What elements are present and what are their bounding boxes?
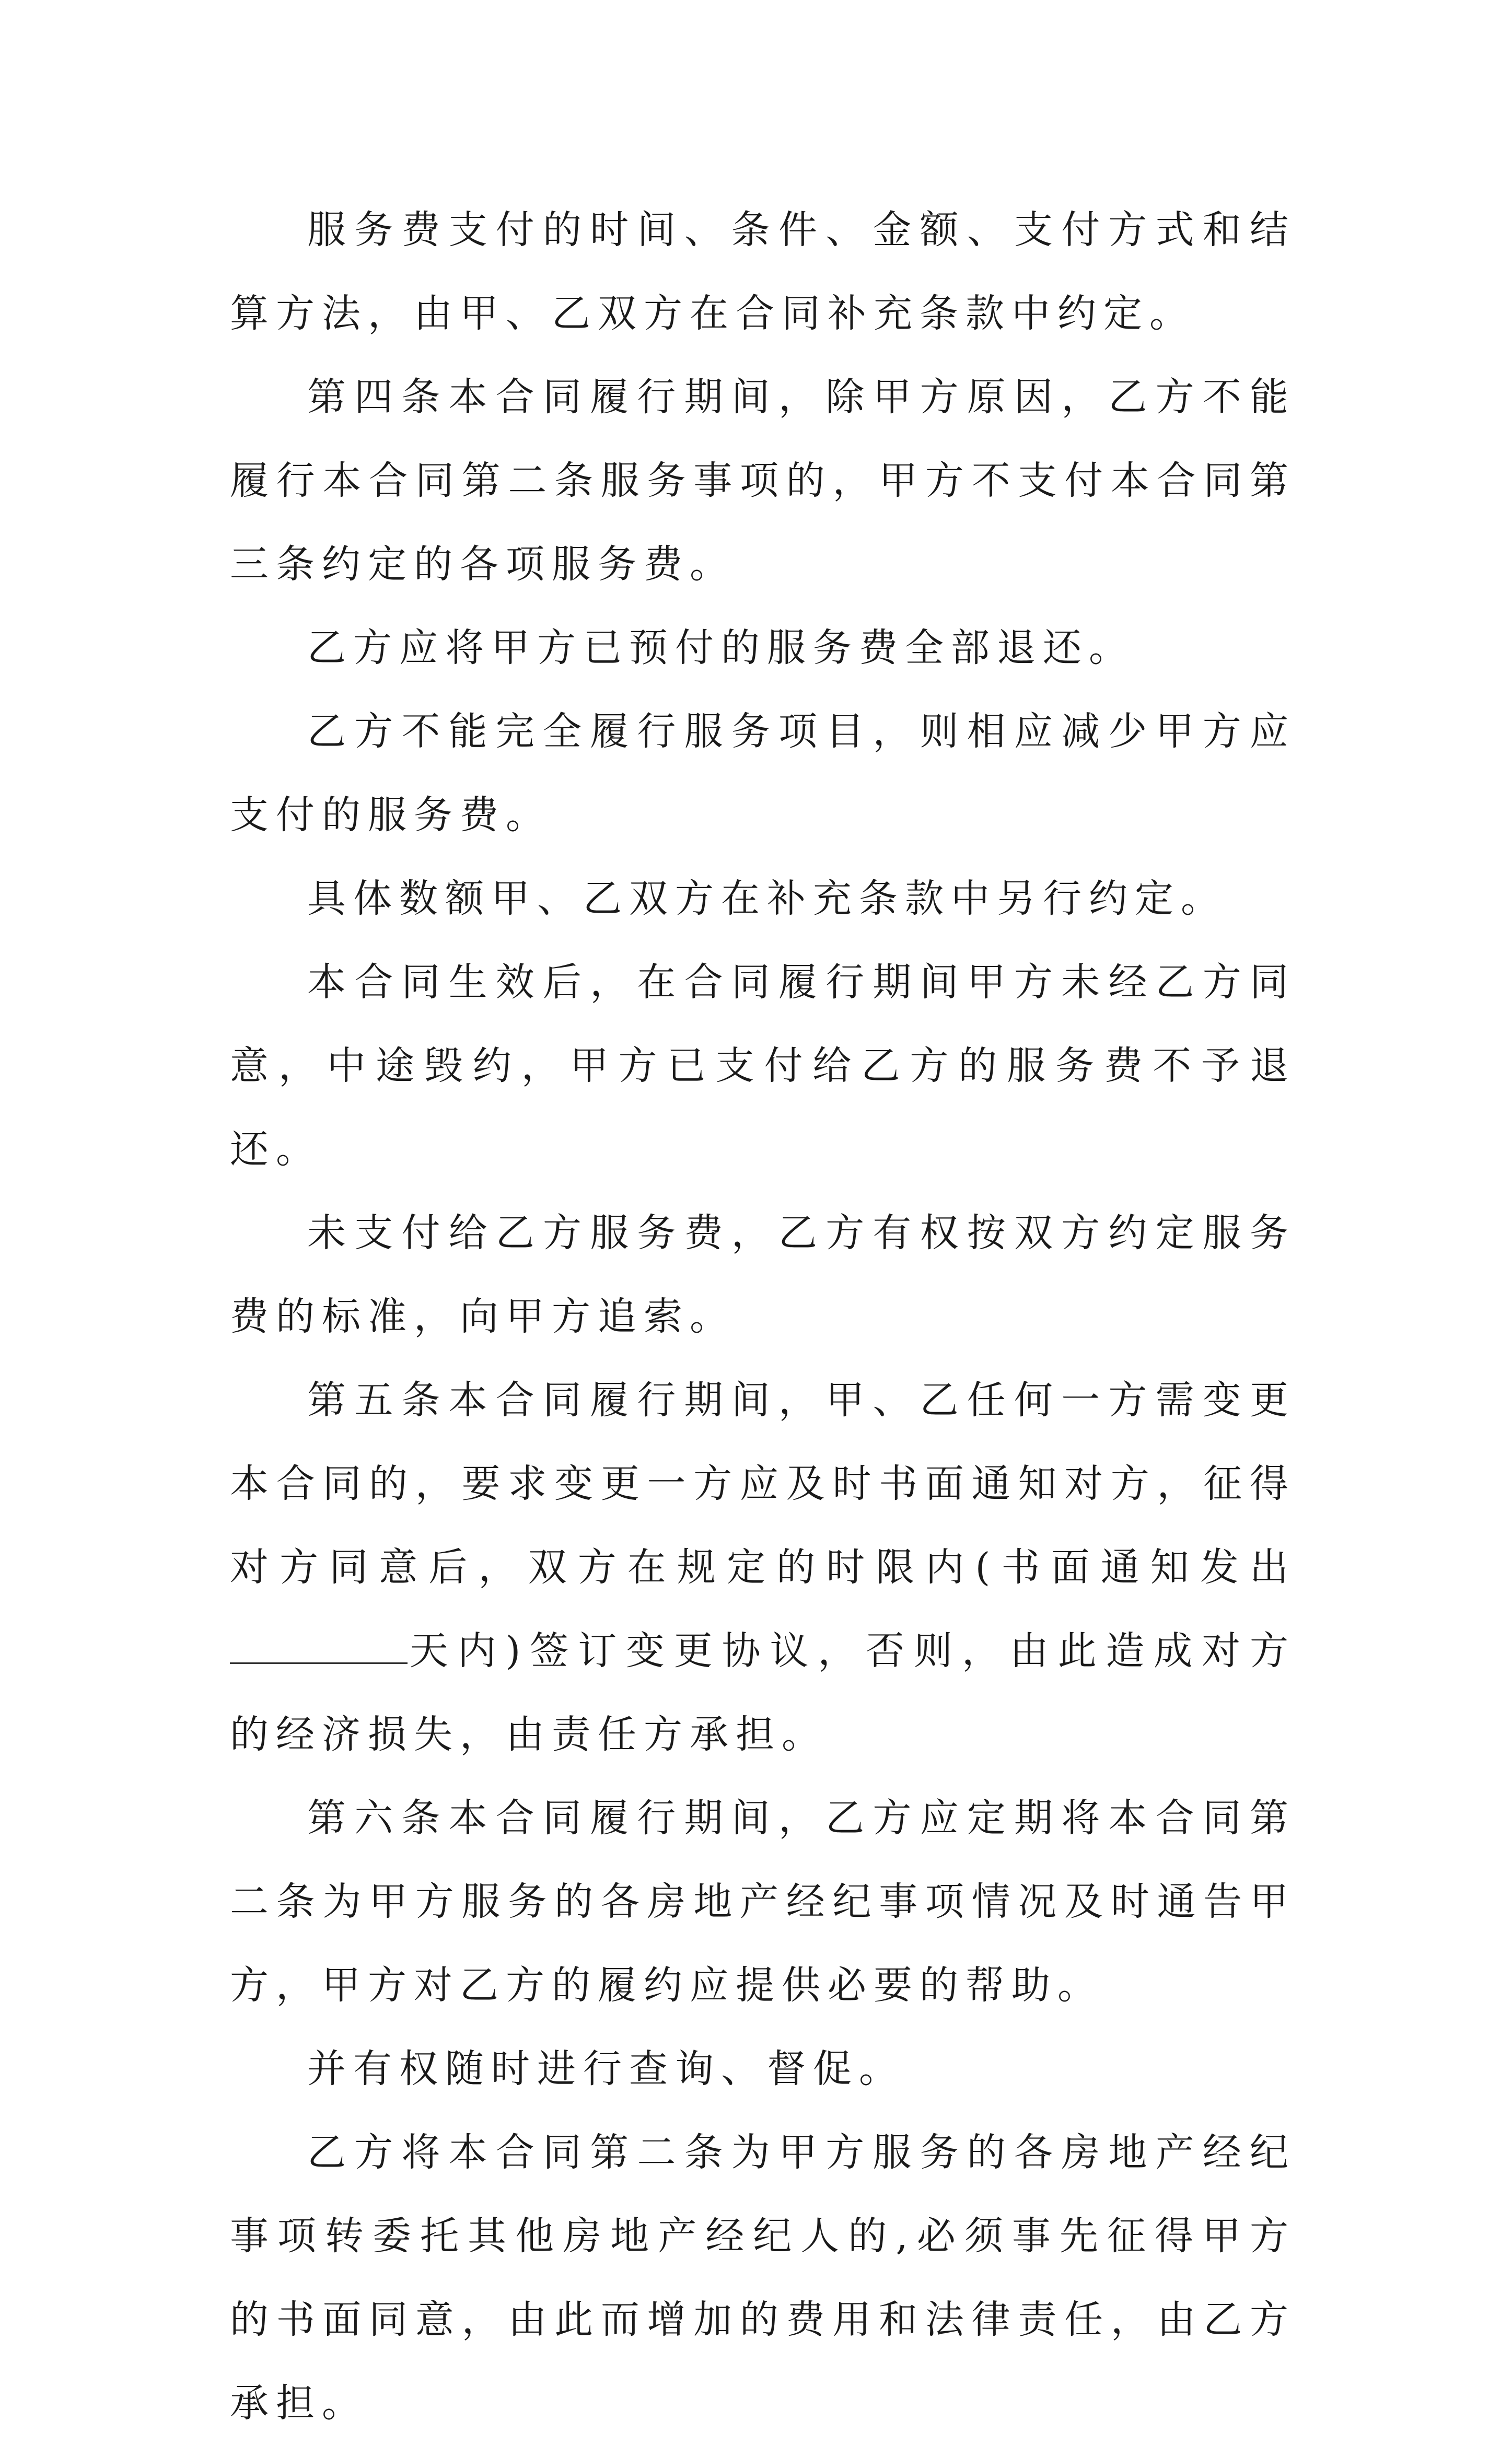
paragraph: 具体数额甲、乙双方在补充条款中另行约定。 — [307, 876, 1227, 921]
clause-5-text-after: 天内)签订变更协议，否则，由此造成对方的经济损失，由责任方承担。 — [230, 1628, 1296, 1757]
clause-5-text-before: 第五条本合同履行期间，甲、乙任何一方需变更本合同的，要求变更一方应及时书面通知对方，征得对方同意后，双方在规定的时限内(书面通知发出 — [230, 1378, 1296, 1590]
paragraph: 乙方应将甲方已预付的服务费全部退还。 — [307, 625, 1135, 670]
paragraph: 并有权随时进行查询、督促。 — [307, 2046, 905, 2091]
document-body — [230, 188, 1296, 2445]
paragraph: 乙方不能完全履行服务项目，则相应减少甲方应支付的服务费。 — [230, 709, 1296, 837]
paragraph: 未支付给乙方服务费，乙方有权按双方约定服务费的标准，向甲方追索。 — [230, 1210, 1296, 1339]
paragraph: 第四条本合同履行期间，除甲方原因，乙方不能履行本合同第二条服务事项的，甲方不支付本合同第三条约定的各项服务费。 — [230, 375, 1296, 587]
paragraph: 第六条本合同履行期间，乙方应定期将本合同第二条为甲方服务的各房地产经纪事项情况及时通告甲方，甲方对乙方的履约应提供必要的帮助。 — [230, 1796, 1296, 2008]
paragraph: 乙方将本合同第二条为甲方服务的各房地产经纪事项转委托其他房地产经纪人的,必须事先征得甲方的书面同意，由此而增加的费用和法律责任，由乙方承担。 — [230, 2130, 1296, 2426]
paragraph-clause-5 — [230, 1358, 1296, 1776]
paragraph: 服务费支付的时间、条件、金额、支付方式和结算方法，由甲、乙双方在合同补充条款中约定。 — [230, 207, 1296, 336]
fill-in-blank — [230, 1631, 408, 1664]
paragraph: 本合同生效后，在合同履行期间甲方未经乙方同意，中途毁约，甲方已支付给乙方的服务费不予退还。 — [230, 960, 1296, 1172]
